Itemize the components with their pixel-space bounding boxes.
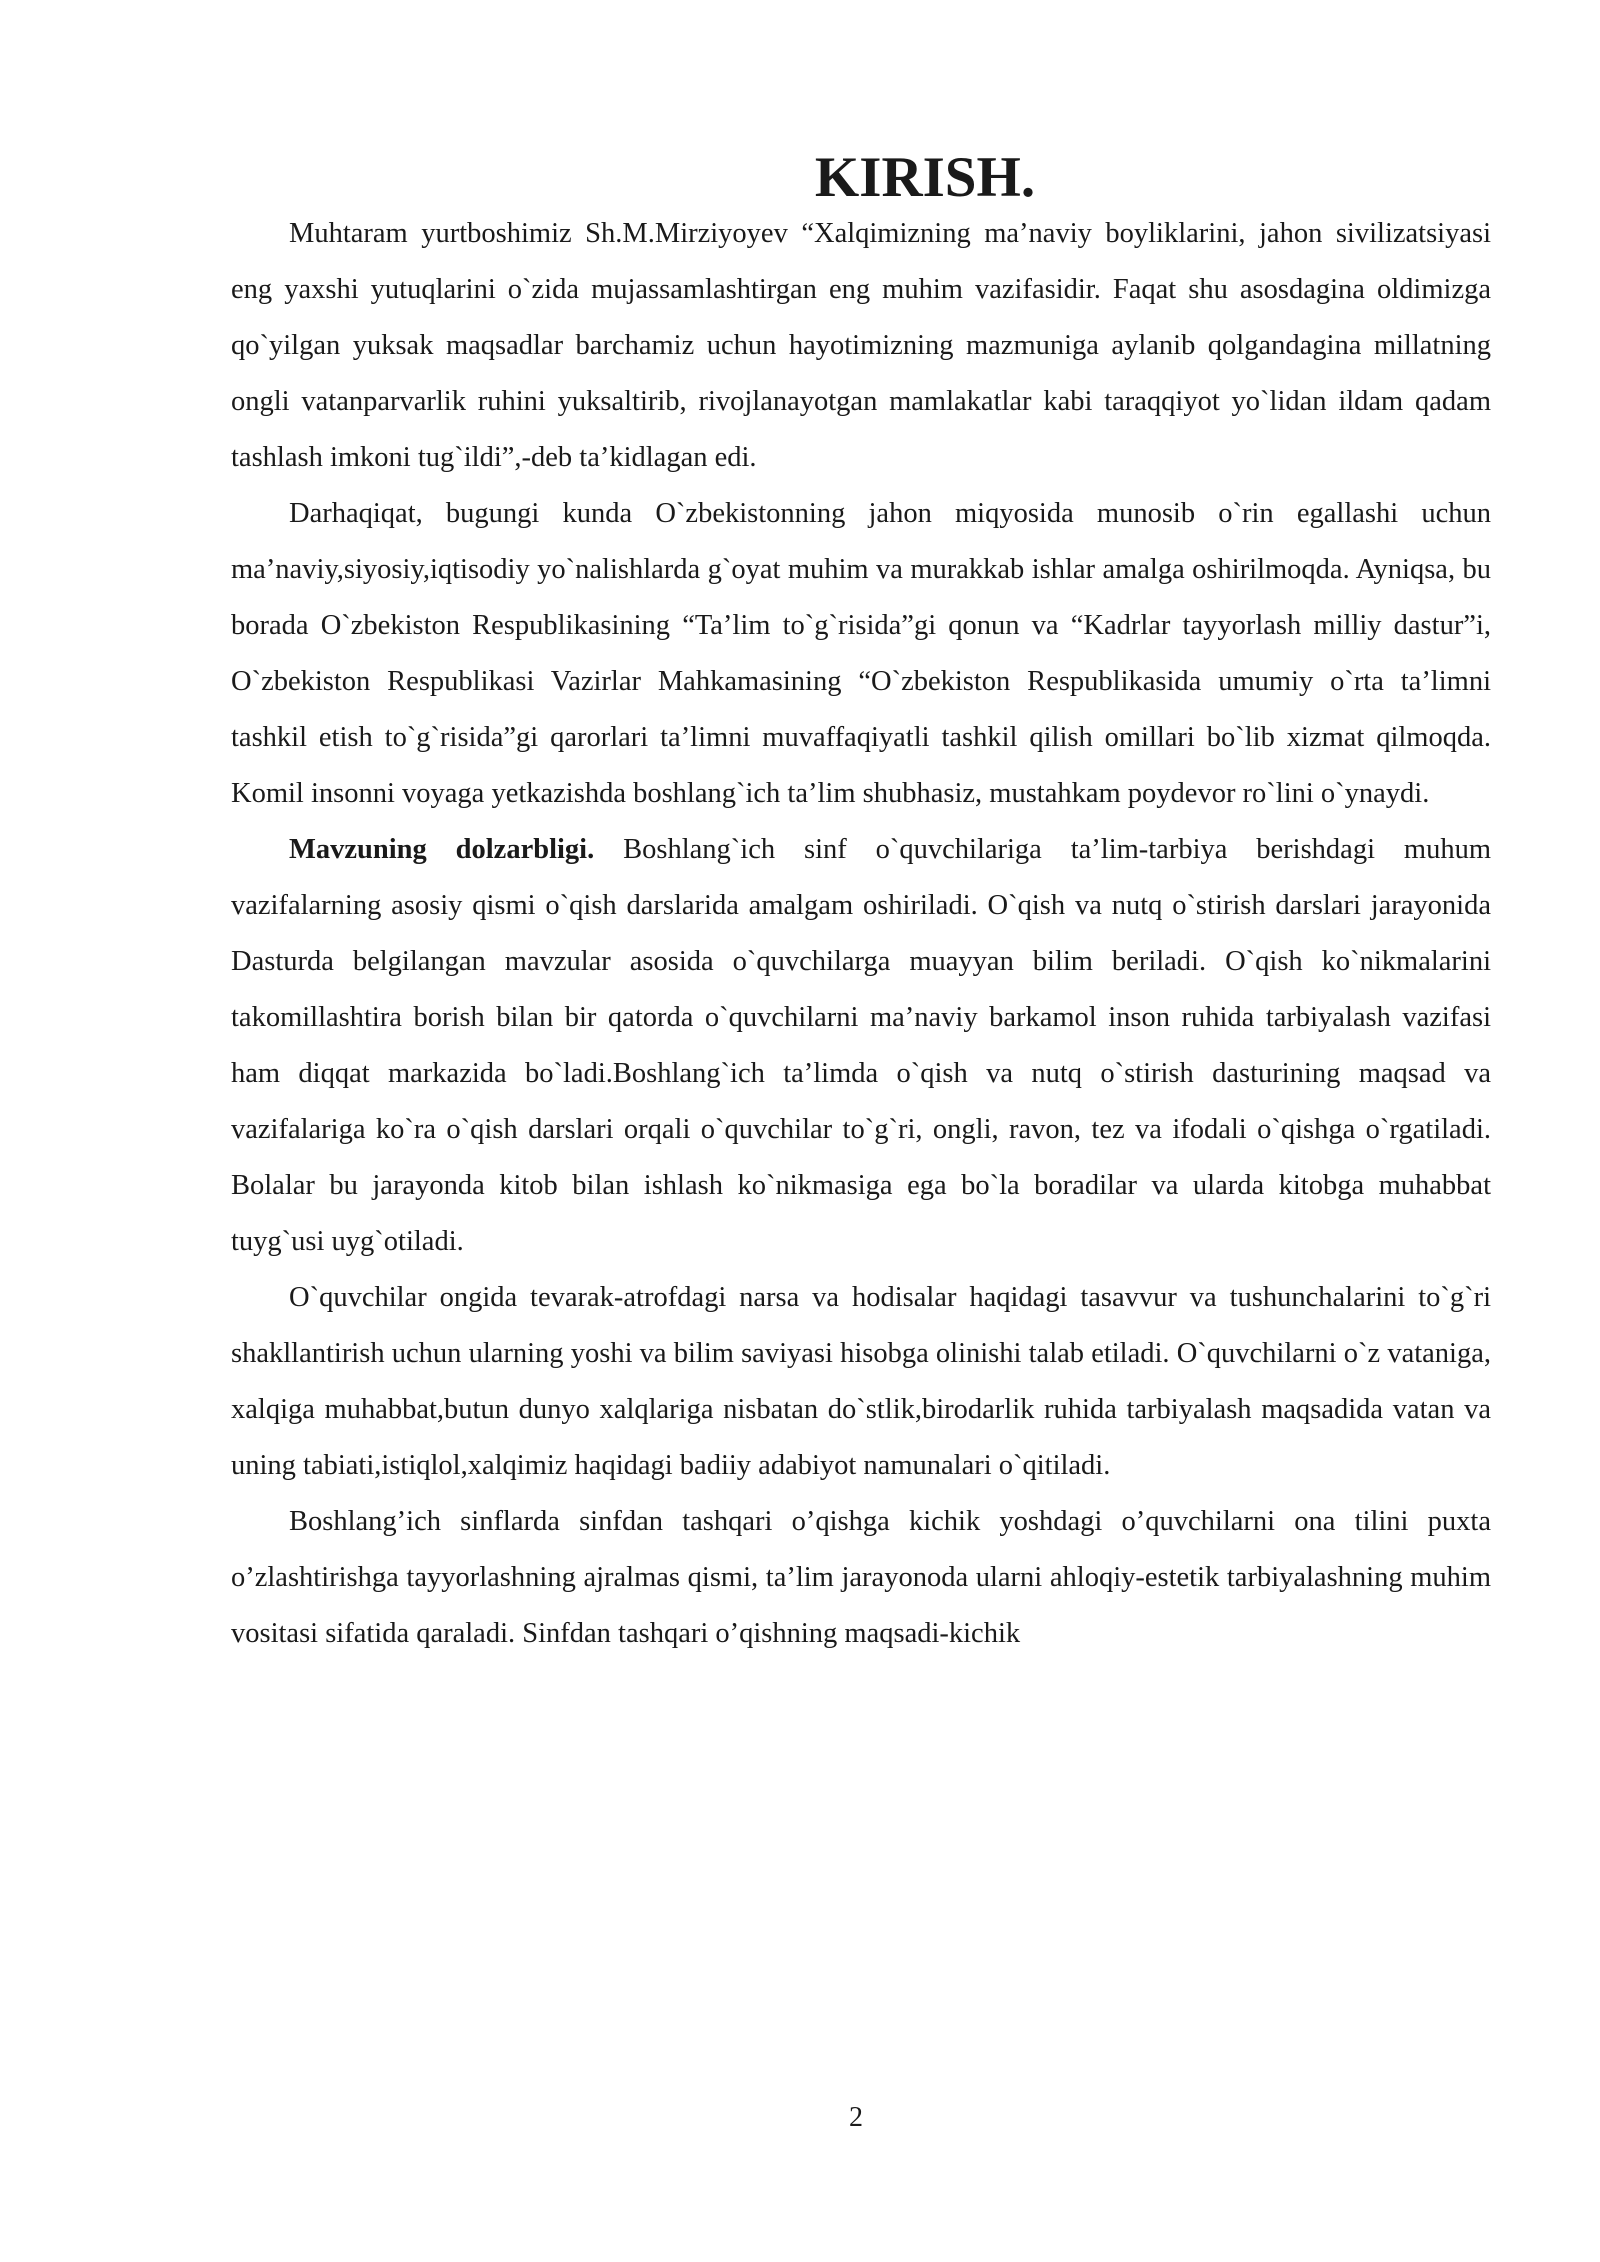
paragraph-relevance [231,822,1491,1270]
document-body [231,146,1491,1662]
paragraph-text: Boshlang`ich sinf o`quvchilariga ta’lim-tarbiya berishdagi muhum vazifalarning asosiy qismi o`qish darslarida amalgam oshiriladi. O`qish va nutq o`stirish darslari jarayonida Dasturda belgilangan mavzular asosida o`quvchilarga muayyan bilim beriladi. O`qish ko`nikmalarini takomillashtira borish bilan bir qatorda o`quvchilarni ma’naviy barkamol inson ruhida tarbiyalash vazifasi ham diqqat markazida bo`ladi.Boshlang`ich ta’limda o`qish va nutq o`stirish dasturining maqsad va vazifalariga ko`ra o`qish darslari orqali o`quvchilar to`g`ri, ongli, ravon, tez va ifodali o`qishga o`rgatiladi. Bolalar bu jarayonda kitob bilan ishlash ko`nikmasiga ega bo`la boradilar va ularda kitobga muhabbat tuyg`usi uyg`otiladi. [231,834,1491,1257]
page-number: 2 [849,2102,863,2133]
paragraph-extracurricular-reading [231,1494,1491,1662]
paragraph-text: O`quvchilar ongida tevarak-atrofdagi narsa va hodisalar haqidagi tasavvur va tushunchalarini to`g`ri shakllantirish uchun ularning yoshi va bilim saviyasi hisobga olinishi talab etiladi. O`quvchilarni o`z vataniga, xalqiga muhabbat,butun dunyo xalqlariga nisbatan do`stlik,birodarlik ruhida tarbiyalash maqsadida vatan va uning tabiati,istiqlol,xalqimiz haqidagi badiiy adabiyot namunalari o`qitiladi. [231,1282,1491,1481]
paragraph-lead: Mavzuning dolzarbligi. [289,834,595,865]
paragraph-text: Darhaqiqat, bugungi kunda O`zbekistonning jahon miqyosida munosib o`rin egallashi uchun ma’naviy,siyosiy,iqtisodiy yo`nalishlarda g`oyat muhim va murakkab ishlar amalga oshirilmoqda. Ayniqsa, bu borada O`zbekiston Respublikasining “Ta’lim to`g`risida”gi qonun va “Kadrlar tayyorlash milliy dastur”i, O`zbekiston Respublikasi Vazirlar Mahkamasining “O`zbekiston Respublikasida umumiy o`rta ta’limni tashkil etish to`g`risida”gi qarorlari ta’limni muvaffaqiyatli tashkil qilish omillari bo`lib xizmat qilmoqda. Komil insonni voyaga yetkazishda boshlang`ich ta’lim shubhasiz, mustahkam poydevor ro`lini o`ynaydi. [231,498,1491,809]
paragraph-intro-quote [231,206,1491,486]
paragraph-pupils-concepts [231,1270,1491,1494]
paragraph-text: Muhtaram yurtboshimiz Sh.M.Mirziyoyev “Xalqimizning ma’naviy boyliklarini, jahon sivilizatsiyasi eng yaxshi yutuqlarini o`zida mujassamlashtirgan eng muhim vazifasidir. Faqat shu asosdagina oldimizga qo`yilgan yuksak maqsadlar barchamiz uchun hayotimizning mazmuniga aylanib qolgandagina millatning ongli vatanparvarlik ruhini yuksaltirib, rivojlanayotgan mamlakatlar kabi taraqqiyot yo`lidan ildam qadam tashlash imkoni tug`ildi”,-deb ta’kidlagan edi. [231,218,1491,473]
paragraph-reforms [231,486,1491,822]
paragraph-text: Boshlang’ich sinflarda sinfdan tashqari o’qishga kichik yoshdagi o’quvchilarni ona tilini puxta o’zlashtirishga tayyorlashning ajralmas qismi, ta’lim jarayonoda ularni ahloqiy-estetik tarbiyalashning muhim vositasi sifatida qaraladi. Sinfdan tashqari o’qishning maqsadi-kichik [231,1506,1491,1649]
section-heading: KIRISH. [814,146,1036,209]
